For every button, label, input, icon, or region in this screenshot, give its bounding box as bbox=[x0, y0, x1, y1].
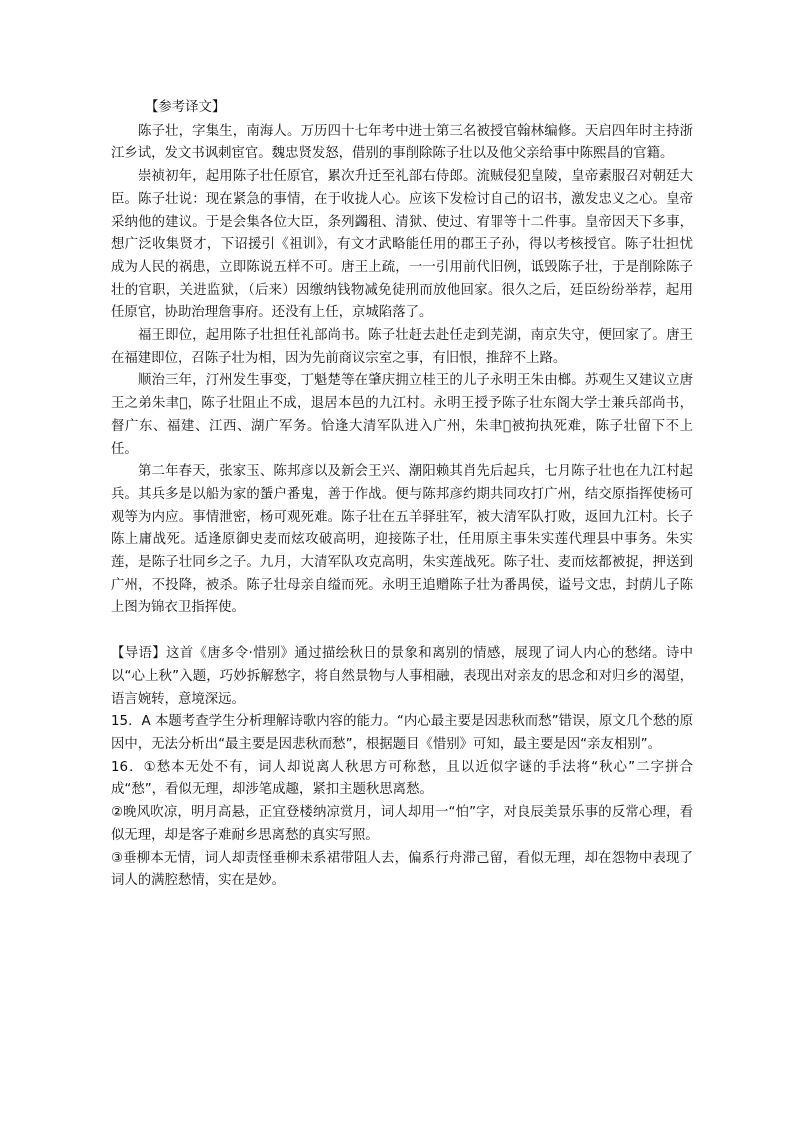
translation-paragraph-2: 崇祯初年，起用陈子壮任原官，累次升迁至礼部右侍郎。流贼侵犯皇陵，皇帝素服召对朝廷大臣。陈子壮说：现在紧急的事情，在于收拢人心。应该下发检讨自己的诏书，激发忠义之心。皇帝采纳他的建议。于是会集各位大臣，条列蠲租、清狱、使过、宥罪等十二件事。皇帝因天下多事，想广泛收集贤才，下诏援引《祖训》，有文才武略能任用的郡王子孙，得以考核授官。陈子壮担忧成为人民的祸患，立即陈说五样不可。唐王上疏，一一引用前代旧例，诋毁陈子壮，于是削除陈子壮的官职，关进监狱，（后来）因缴纳钱物减免徒刑而放他回家。很久之后，廷臣纷纷举荐，起用任原官，协助治理詹事府。还没有上任，京城陷落了。 bbox=[111, 169, 693, 321]
answer-15: 15．A 本题考查学生分析理解诗歌内容的能力。“内心最主要是因悲秋而愁”错误，原文几个愁的原因中，无法分析出“最主要是因悲秋而愁”，根据题目《惜别》可知，最主要是因“亲友相别”。 bbox=[111, 714, 693, 752]
answer-16-point-2: ②晚风吹凉，明月高悬，正宜登楼纳凉赏月，词人却用一“怕”字，对良辰美景乐事的反常心理，看似无理，却是客子难耐乡思离愁的真实写照。 bbox=[111, 805, 693, 843]
guide-paragraph: 【导语】这首《唐多令·惜别》通过描绘秋日的景象和离别的情感，展现了词人内心的愁绪。诗中以“心上秋”入题，巧妙拆解愁字，将自然景物与人事相融，表现出对亲友的思念和对归乡的渴望，语言婉转，意境深远。 bbox=[111, 646, 693, 707]
translation-paragraph-5: 第二年春天，张家玉、陈邦彦以及新会王兴、潮阳赖其肖先后起兵，七月陈子壮也在九江村起兵。其兵多是以船为家的蜑户番鬼，善于作战。便与陈邦彦约期共同攻打广州，结交原指挥使杨可观等为内应。事情泄密，杨可观死难。陈子壮在五羊驿驻军，被大清军队打败，返回九江村。长子陈上庸战死。适逢原御史麦而炫攻破高明，迎接陈子壮，任用原主事朱实莲代理县中事务。朱实莲，是陈子壮同乡之子。九月，大清军队攻克高明，朱实莲战死。陈子壮、麦而炫都被捉，押送到广州，不投降，被杀。陈子壮母亲自缢而死。永明王追赠陈子壮为番禺侯，谥号文忠，封荫儿子陈上图为锦衣卫指挥使。 bbox=[111, 464, 693, 616]
reference-translation-heading: 【参考译文】 bbox=[145, 100, 226, 115]
answer-analysis-section bbox=[111, 643, 693, 893]
translation-paragraph-1: 陈子壮，字集生，南海人。万历四十七年考中进士第三名被授官翰林编修。天启四年时主持浙江乡试，发文书讽刺宦官。魏忠贤发怒，借别的事削除陈子壮以及他父亲给事中陈熙昌的官籍。 bbox=[111, 123, 693, 162]
answer-16-point-1: 16．①愁本无处不有，词人却说离人秋思方可称愁，且以近似字谜的手法将“秋心”二字拼合成“愁”，看似无理，却涉笔成趣，紧扣主题秋思离愁。 bbox=[111, 759, 693, 798]
answer-16-point-3: ③垂柳本无情，词人却责怪垂柳未系裙带阻人去，偏系行舟滞己留，看似无理，却在怨物中表现了词人的满腔愁情，实在是妙。 bbox=[111, 850, 693, 889]
document-body bbox=[111, 97, 693, 893]
translation-paragraph-4: 顺治三年，汀州发生事变，丁魁楚等在肇庆拥立桂王的儿子永明王朱由榔。苏观生又建议立唐王之弟朱聿𨮁，陈子壮阻止不成，退居本邑的九江村。永明王授予陈子壮东阁大学士兼兵部尚书，督广东、福建、江西、湖广军务。恰逢大清军队进入广州，朱聿𨮁被拘执死难，陈子壮留下不上任。 bbox=[111, 373, 693, 457]
section-spacer bbox=[111, 620, 693, 643]
translation-paragraph-3: 福王即位，起用陈子壮担任礼部尚书。陈子壮赶去赴任走到芜湖，南京失守，便回家了。唐王在福建即位，召陈子壮为相，因为先前商议宗室之事，有旧恨，推辞不上路。 bbox=[111, 328, 693, 366]
